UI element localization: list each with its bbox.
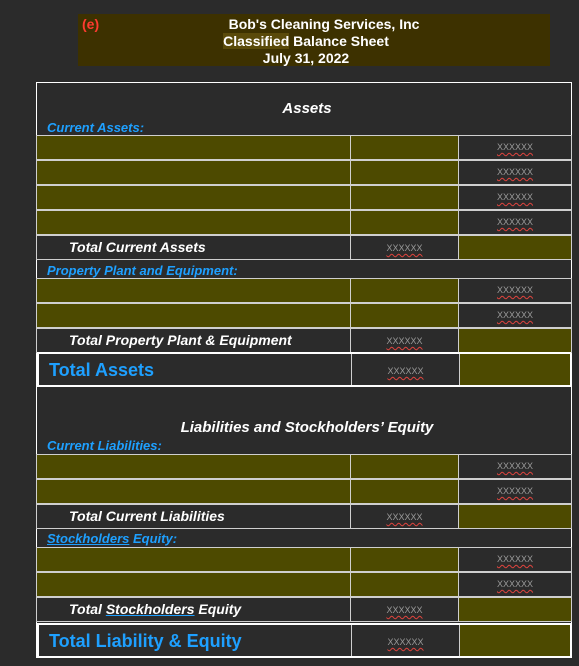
current-liability-row (37, 455, 571, 478)
amount-cell[interactable] (351, 548, 458, 571)
total-current-liabilities-cell[interactable] (459, 505, 571, 528)
account-name-cell[interactable] (37, 211, 350, 234)
company-name: Bob's Cleaning Services, Inc (228, 16, 420, 32)
current-assets-label: Current Assets: (47, 120, 145, 135)
amount-cell[interactable] (351, 279, 458, 302)
amount-cell[interactable] (351, 186, 458, 209)
liabilities-section-title: Liabilities and Stockholders’ Equity (180, 419, 434, 436)
total-current-liabilities-label: Total Current Liabilities (69, 508, 225, 524)
subtotal-cell: XXXXXX (459, 480, 571, 503)
amount-cell[interactable] (351, 161, 458, 184)
account-name-cell[interactable] (37, 480, 350, 503)
total-ppe-row: Total Property Plant & Equipment XXXXXX (37, 329, 571, 352)
current-asset-row (37, 161, 571, 184)
current-asset-row (37, 211, 571, 234)
equity-row (37, 573, 571, 596)
current-liability-row (37, 480, 571, 503)
account-name-cell[interactable] (37, 279, 350, 302)
amount-cell[interactable] (351, 480, 458, 503)
current-liabilities-label: Current Liabilities: (47, 438, 162, 453)
total-current-assets-row: Total Current Assets XXXXXX (37, 236, 571, 259)
total-current-assets-label: Total Current Assets (69, 239, 206, 255)
balance-sheet-table (36, 82, 572, 658)
assets-section-title: Assets (282, 100, 332, 117)
total-liability-equity-label: Total Liability & Equity (49, 631, 242, 651)
total-equity-label: Total Stockholders Equity (69, 601, 242, 617)
subtotal-cell: XXXXXX (459, 455, 571, 478)
account-name-cell[interactable] (37, 186, 350, 209)
current-asset-row (37, 136, 571, 159)
subtotal-cell: XXXXXX (459, 186, 571, 209)
stockholders-equity-label: Stockholders Equity: (47, 531, 178, 546)
part-tag: (e) (82, 16, 100, 32)
total-equity-cell[interactable] (459, 598, 571, 621)
sheet-header (78, 14, 550, 66)
account-name-cell[interactable] (37, 304, 350, 327)
ppe-row (37, 279, 571, 302)
account-name-cell[interactable] (37, 573, 350, 596)
subtotal-cell: XXXXXX (459, 573, 571, 596)
total-equity-row: Total Stockholders Equity XXXXXX (37, 598, 571, 621)
subtotal-cell: XXXXXX (459, 136, 571, 159)
equity-row (37, 548, 571, 571)
amount-cell[interactable] (351, 211, 458, 234)
total-ppe-label: Total Property Plant & Equipment (69, 332, 292, 348)
total-liability-equity-row: Total Liability & Equity XXXXXX (37, 623, 571, 658)
amount-cell[interactable] (351, 455, 458, 478)
amount-cell[interactable] (351, 573, 458, 596)
amount-cell[interactable] (351, 136, 458, 159)
account-name-cell[interactable] (37, 136, 350, 159)
total-current-assets-cell[interactable] (459, 236, 571, 259)
account-name-cell[interactable] (37, 161, 350, 184)
subtotal-cell: XXXXXX (459, 211, 571, 234)
subtotal-cell: XXXXXX (459, 304, 571, 327)
total-ppe-cell[interactable] (459, 329, 571, 352)
total-assets-cell[interactable] (459, 354, 570, 385)
statement-date: July 31, 2022 (262, 50, 350, 66)
ppe-label: Property Plant and Equipment: (47, 263, 238, 278)
account-name-cell[interactable] (37, 548, 350, 571)
total-liability-equity-cell[interactable] (459, 625, 570, 656)
total-assets-label: Total Assets (49, 360, 155, 380)
total-assets-row: Total Assets XXXXXX (37, 352, 571, 387)
subtotal-cell: XXXXXX (459, 161, 571, 184)
subtotal-cell: XXXXXX (459, 279, 571, 302)
current-asset-row (37, 186, 571, 209)
account-name-cell[interactable] (37, 455, 350, 478)
amount-cell[interactable] (351, 304, 458, 327)
ppe-row (37, 304, 571, 327)
subtotal-cell: XXXXXX (459, 548, 571, 571)
statement-title: Classified Balance Sheet (223, 33, 389, 49)
total-current-liabilities-row: Total Current Liabilities XXXXXX (37, 505, 571, 528)
